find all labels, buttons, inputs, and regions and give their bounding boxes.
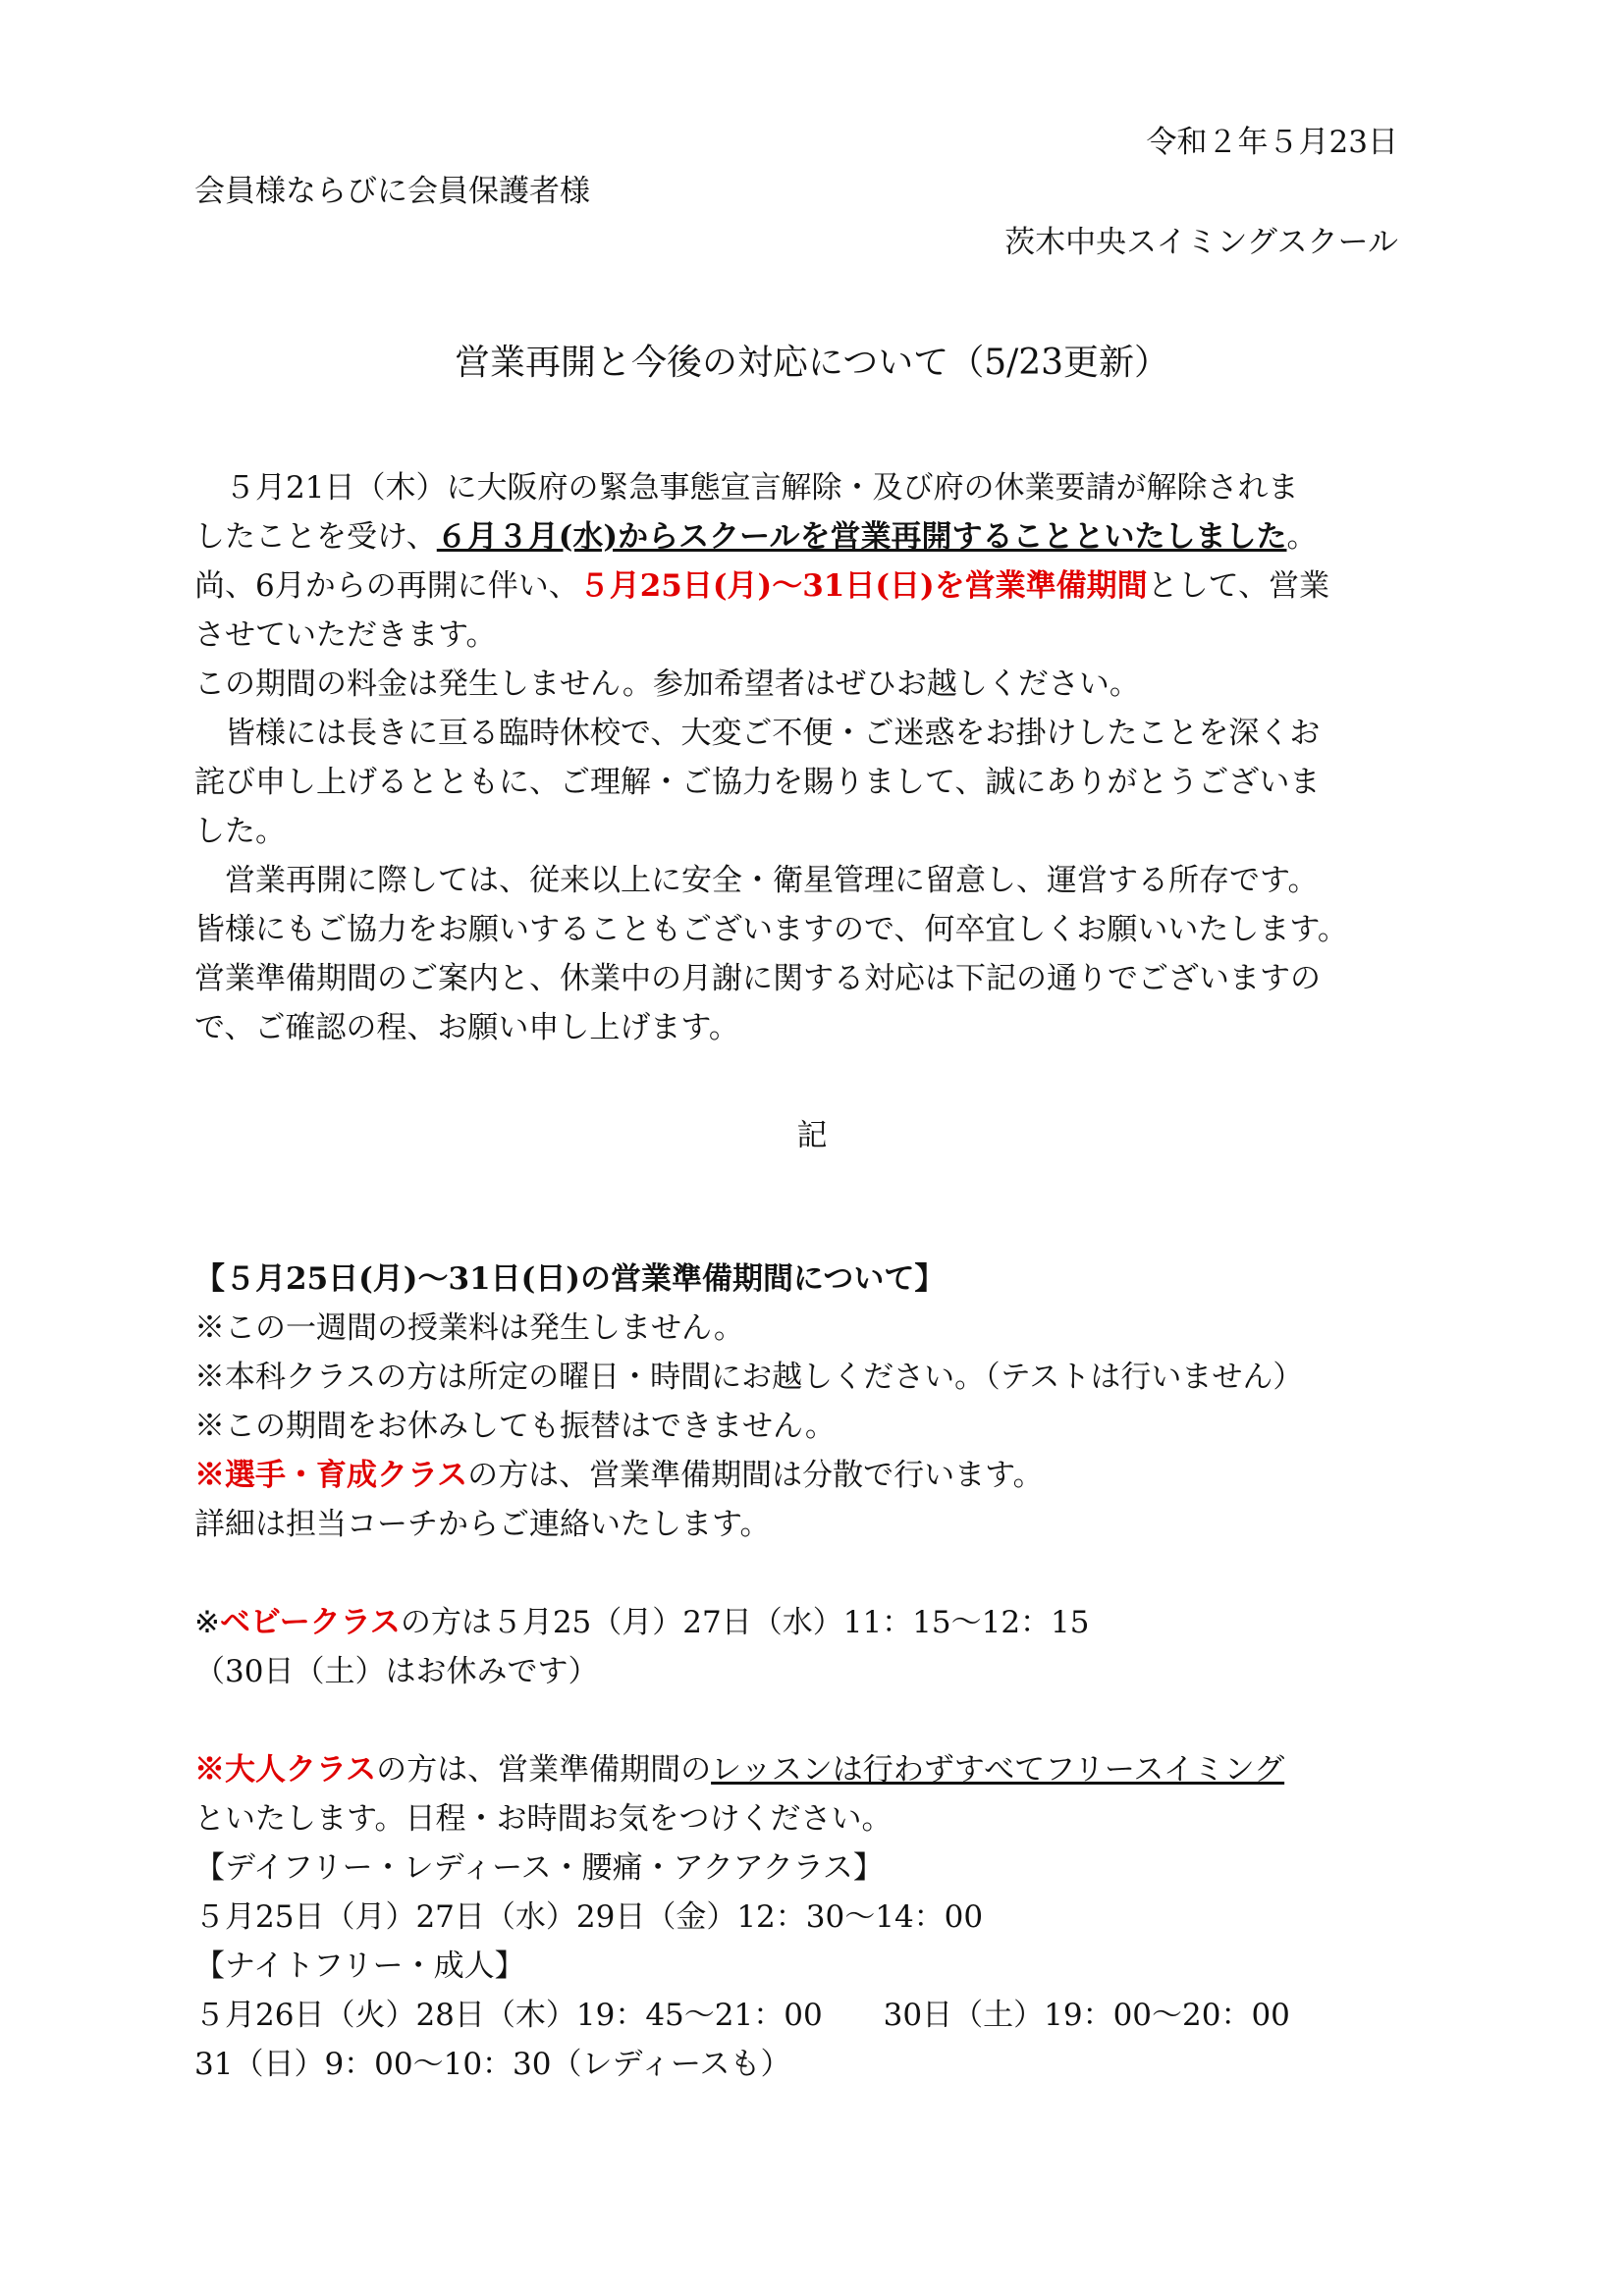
section-line: ※この一週間の授業料は発生しません。 bbox=[194, 1310, 744, 1346]
ki-marker: 記 bbox=[796, 1118, 828, 1153]
baby-class-label: ベビークラス bbox=[219, 1605, 401, 1640]
body-line: 営業準備期間のご案内と、休業中の月謝に関する対応は下記の通りでございますの bbox=[194, 961, 1321, 996]
issue-date: 令和２年５月23日 bbox=[1146, 125, 1398, 160]
section-line: ※ベビークラスの方は５月25（月）27日（水）11：15～12：15 bbox=[194, 1605, 1090, 1640]
body-line: 皆様には長きに亘る臨時休校で、大変ご不便・ご迷惑をお掛けしたことを深くお bbox=[225, 716, 1321, 751]
page-title: 営業再開と今後の対応について（5/23更新） bbox=[454, 343, 1170, 383]
section-line: ※大人クラスの方は、営業準備期間のレッスンは行わずすべてフリースイミング bbox=[194, 1752, 1285, 1788]
athlete-class-label: 選手・育成クラス bbox=[225, 1458, 468, 1493]
body-line: 尚、6月からの再開に伴い、５月25日(月)～31日(日)を営業準備期間として、営業 bbox=[194, 568, 1330, 604]
prep-period-section bbox=[194, 1255, 1471, 2089]
section-heading: 【５月25日(月)～31日(日)の営業準備期間について】 bbox=[194, 1261, 946, 1297]
prep-period-highlight: ５月25日(月)～31日(日)を営業準備期間 bbox=[578, 568, 1148, 604]
notice-body bbox=[194, 463, 1412, 1052]
section-line: ※本科クラスの方は所定の曜日・時間にお越しください。（テストは行いません） bbox=[194, 1360, 1304, 1395]
adult-class-label: 大人クラス bbox=[225, 1752, 377, 1788]
section-line: 【デイフリー・レディース・腰痛・アクアクラス】 bbox=[194, 1850, 884, 1886]
sender: 茨木中央スイミングスクール bbox=[1004, 225, 1398, 260]
section-line: ５月25日（月）27日（水）29日（金）12：30～14：00 bbox=[194, 1899, 984, 1935]
body-line: 詫び申し上げるとともに、ご理解・ご協力を賜りまして、誠にありがとうございま bbox=[194, 765, 1321, 800]
addressee: 会員様ならびに会員保護者様 bbox=[194, 174, 590, 209]
body-line: ５月21日（木）に大阪府の緊急事態宣言解除・及び府の休業要請が解除されま bbox=[225, 470, 1299, 506]
section-line: 【ナイトフリー・成人】 bbox=[194, 1949, 525, 1984]
section-line: （30日（土）はお休みです） bbox=[194, 1654, 599, 1689]
spacer bbox=[194, 1696, 1471, 1745]
section-line: ※選手・育成クラスの方は、営業準備期間は分散で行います。 bbox=[194, 1458, 1044, 1493]
body-line: したことを受け、６月３月(水)からスクールを営業再開することといたしました。 bbox=[194, 519, 1318, 555]
body-line: で、ご確認の程、お願い申し上げます。 bbox=[194, 1010, 739, 1045]
section-line: ５月26日（火）28日（木）19：45～21：00 30日（土）19：00～20：00 bbox=[194, 1998, 1290, 2033]
body-line: した。 bbox=[194, 814, 286, 849]
section-line: ※この期間をお休みしても振替はできません。 bbox=[194, 1409, 836, 1444]
free-swim-note: レッスンは行わずすべてフリースイミング bbox=[711, 1752, 1285, 1788]
section-line: といたします。日程・お時間お気をつけください。 bbox=[194, 1801, 893, 1837]
body-line: 皆様にもご協力をお願いすることもございますので、何卒宜しくお願いいたします。 bbox=[194, 912, 1348, 947]
body-line: 営業再開に際しては、従来以上に安全・衛星管理に留意し、運営する所存です。 bbox=[225, 863, 1319, 898]
spacer bbox=[194, 1549, 1471, 1598]
body-line: させていただきます。 bbox=[194, 617, 497, 653]
section-line: 詳細は担当コーチからご連絡いたします。 bbox=[194, 1507, 771, 1542]
section-line: 31（日）9：00～10：30（レディースも） bbox=[194, 2047, 791, 2082]
body-line: この期間の料金は発生しません。参加希望者はぜひお越しください。 bbox=[194, 667, 1140, 702]
reopen-date-highlight: ６月３月(水)からスクールを営業再開することといたしました bbox=[436, 519, 1287, 555]
